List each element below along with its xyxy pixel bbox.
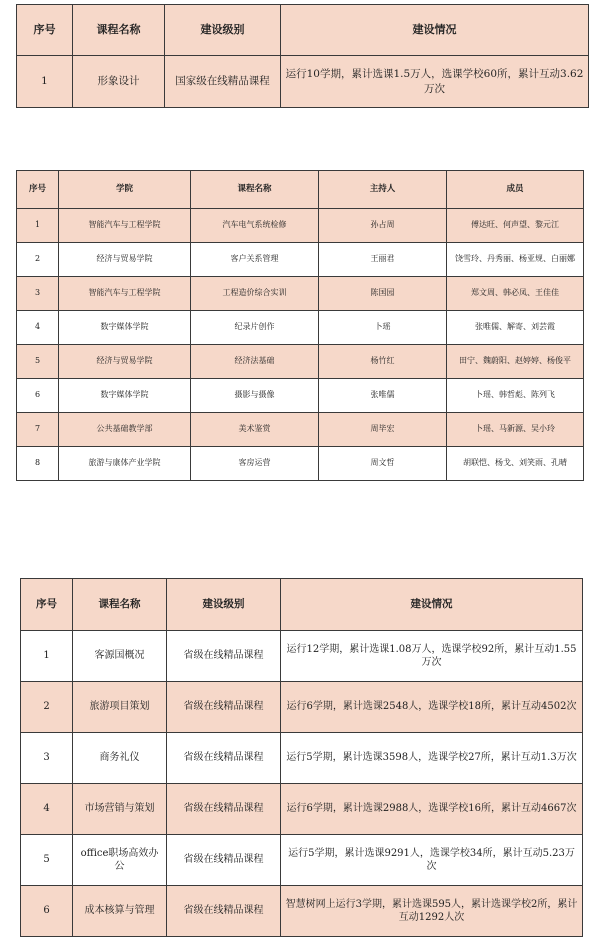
table-row <box>21 835 583 886</box>
header-cell: 建设情况 <box>281 579 583 631</box>
cell-status: 运行12学期，累计选课1.08万人，选课学校92所，累计互动1.55万次 <box>281 631 583 682</box>
cell-index: 1 <box>17 56 73 108</box>
table-header-row <box>17 5 589 56</box>
cell-course: 成本核算与管理 <box>73 886 167 937</box>
cell-course: 市场营销与策划 <box>73 784 167 835</box>
header-cell: 建设级别 <box>167 579 281 631</box>
provincial-course-table <box>20 578 583 937</box>
cell-status: 运行10学期，累计选课1.5万人，选课学校60所，累计互动3.62万次 <box>281 56 589 108</box>
cell-course: 摄影与摄像 <box>191 379 319 413</box>
cell-status: 运行5学期，累计选课9291人，选课学校34所，累计互动5.23万次 <box>281 835 583 886</box>
national-course-table <box>16 4 589 108</box>
header-cell: 建设级别 <box>165 5 281 56</box>
cell-status: 智慧树网上运行3学期，累计选课595人，累计选课学校2所，累计互动1292人次 <box>281 886 583 937</box>
table-row <box>21 733 583 784</box>
cell-course: 旅游项目策划 <box>73 682 167 733</box>
cell-college: 智能汽车与工程学院 <box>59 209 191 243</box>
header-cell: 序号 <box>17 171 59 209</box>
cell-college: 经济与贸易学院 <box>59 243 191 277</box>
cell-index: 5 <box>21 835 73 886</box>
header-cell: 序号 <box>21 579 73 631</box>
header-cell: 课程名称 <box>73 5 165 56</box>
cell-level: 省级在线精品课程 <box>167 733 281 784</box>
cell-host: 周毕宏 <box>319 413 447 447</box>
cell-college: 数字媒体学院 <box>59 311 191 345</box>
header-cell: 课程名称 <box>191 171 319 209</box>
table-row <box>21 886 583 937</box>
cell-index: 6 <box>21 886 73 937</box>
table-row <box>17 243 584 277</box>
table-row <box>17 277 584 311</box>
table-header-row <box>21 579 583 631</box>
cell-index: 6 <box>17 379 59 413</box>
cell-index: 1 <box>17 209 59 243</box>
cell-index: 8 <box>17 447 59 481</box>
table-row <box>21 631 583 682</box>
cell-index: 4 <box>17 311 59 345</box>
cell-course: 客房运营 <box>191 447 319 481</box>
table-row <box>17 56 589 108</box>
cell-course: 工程造价综合实训 <box>191 277 319 311</box>
cell-level: 省级在线精品课程 <box>167 784 281 835</box>
cell-index: 1 <box>21 631 73 682</box>
cell-course: 汽车电气系统检修 <box>191 209 319 243</box>
cell-members: 卜瑶、韩哲彪、陈列飞 <box>447 379 584 413</box>
table-row <box>17 413 584 447</box>
table-row <box>17 209 584 243</box>
cell-host: 杨竹红 <box>319 345 447 379</box>
cell-level: 省级在线精品课程 <box>167 835 281 886</box>
cell-course: 纪录片创作 <box>191 311 319 345</box>
cell-index: 5 <box>17 345 59 379</box>
cell-members: 胡联恺、杨戈、刘笑雨、孔晴 <box>447 447 584 481</box>
cell-course: 形象设计 <box>73 56 165 108</box>
cell-host: 卜瑶 <box>319 311 447 345</box>
cell-college: 旅游与康体产业学院 <box>59 447 191 481</box>
cell-host: 张唯儒 <box>319 379 447 413</box>
cell-index: 7 <box>17 413 59 447</box>
cell-level: 省级在线精品课程 <box>167 886 281 937</box>
header-cell: 学院 <box>59 171 191 209</box>
table-row <box>21 784 583 835</box>
cell-members: 田宁、魏蔚阳、赵婷婷、杨俊平 <box>447 345 584 379</box>
cell-course: 客户关系管理 <box>191 243 319 277</box>
cell-members: 饶雪玲、丹秀丽、杨亚规、白丽娜 <box>447 243 584 277</box>
cell-level: 省级在线精品课程 <box>167 631 281 682</box>
table-header-row <box>17 171 584 209</box>
cell-host: 陈国园 <box>319 277 447 311</box>
cell-college: 智能汽车与工程学院 <box>59 277 191 311</box>
header-cell: 建设情况 <box>281 5 589 56</box>
cell-status: 运行6学期，累计选课2988人，选课学校16所，累计互动4667次 <box>281 784 583 835</box>
cell-index: 2 <box>21 682 73 733</box>
cell-course: 客源国概况 <box>73 631 167 682</box>
cell-host: 周文哲 <box>319 447 447 481</box>
cell-members: 卜瑶、马新源、吴小玲 <box>447 413 584 447</box>
cell-members: 傅达旺、何声望、黎元江 <box>447 209 584 243</box>
header-cell: 序号 <box>17 5 73 56</box>
table-row <box>17 311 584 345</box>
cell-college: 数字媒体学院 <box>59 379 191 413</box>
cell-host: 王丽君 <box>319 243 447 277</box>
table-row <box>17 345 584 379</box>
cell-members: 张唯儒、解寄、刘芸霞 <box>447 311 584 345</box>
cell-members: 郑文周、韩必凤、王佳佳 <box>447 277 584 311</box>
table-row <box>21 682 583 733</box>
cell-level: 国家级在线精品课程 <box>165 56 281 108</box>
course-team-table <box>16 170 584 481</box>
header-cell: 课程名称 <box>73 579 167 631</box>
cell-index: 3 <box>17 277 59 311</box>
cell-index: 4 <box>21 784 73 835</box>
cell-level: 省级在线精品课程 <box>167 682 281 733</box>
cell-status: 运行5学期，累计选课3598人，选课学校27所，累计互动1.3万次 <box>281 733 583 784</box>
table-row <box>17 379 584 413</box>
cell-course: 商务礼仪 <box>73 733 167 784</box>
cell-college: 经济与贸易学院 <box>59 345 191 379</box>
cell-index: 3 <box>21 733 73 784</box>
table-row <box>17 447 584 481</box>
cell-index: 2 <box>17 243 59 277</box>
cell-college: 公共基础教学部 <box>59 413 191 447</box>
cell-course: 美术鉴赏 <box>191 413 319 447</box>
cell-host: 孙占周 <box>319 209 447 243</box>
cell-status: 运行6学期，累计选课2548人，选课学校18所，累计互动4502次 <box>281 682 583 733</box>
cell-course: office职场高效办公 <box>73 835 167 886</box>
header-cell: 成员 <box>447 171 584 209</box>
cell-course: 经济法基础 <box>191 345 319 379</box>
header-cell: 主持人 <box>319 171 447 209</box>
